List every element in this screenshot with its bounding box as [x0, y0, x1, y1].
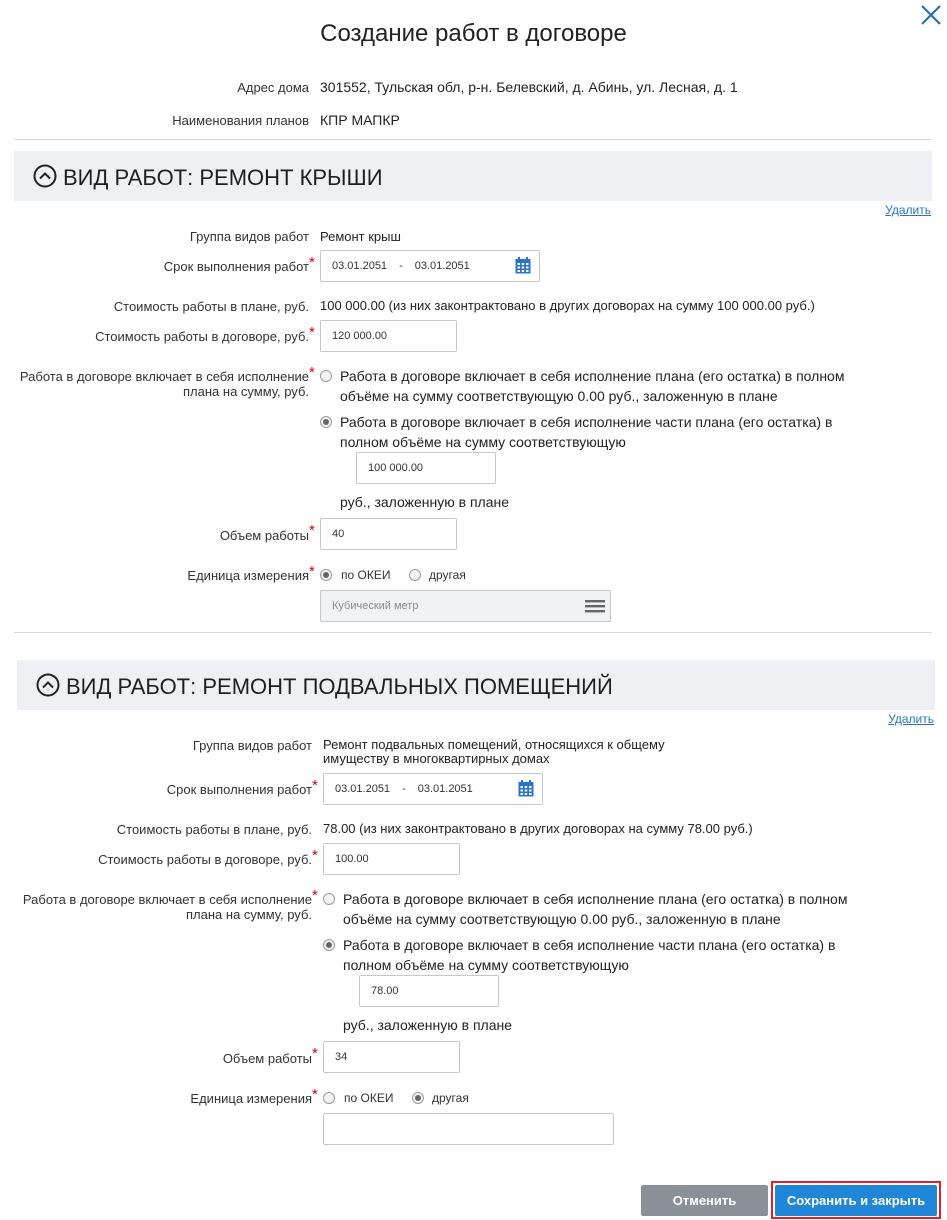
- period-input[interactable]: [320, 250, 540, 282]
- calendar-icon[interactable]: [515, 257, 531, 279]
- unit-okei-label: по ОКЕИ: [341, 568, 391, 582]
- chevron-up-icon[interactable]: [33, 164, 57, 188]
- radio-unit-okei[interactable]: [320, 569, 332, 581]
- volume-input[interactable]: 40: [320, 518, 457, 550]
- date-to: 03.01.2051: [414, 260, 470, 272]
- required-mark: *: [309, 364, 315, 381]
- required-mark: *: [312, 847, 318, 864]
- plan-cost-label: Стоимость работы в плане, руб.: [113, 299, 309, 314]
- date-from: 03.01.2051: [335, 783, 391, 795]
- group-label: Группа видов работ: [192, 738, 312, 753]
- address-label: Адрес дома: [237, 80, 309, 95]
- required-mark: *: [309, 563, 315, 580]
- radio-unit-other[interactable]: [409, 569, 421, 581]
- option-part-line1: Работа в договоре включает в себя исполнение части плана (его остатка) в: [343, 937, 836, 953]
- calendar-icon[interactable]: [518, 780, 534, 802]
- option-part-line2: полном объёме на сумму соответствующую: [343, 957, 629, 973]
- contract-cost-label: Стоимость работы в договоре, руб.: [95, 329, 309, 344]
- cancel-button[interactable]: Отменить: [641, 1185, 768, 1216]
- group-value: Ремонт крыш: [320, 229, 401, 244]
- option-part-line2: полном объёме на сумму соответствующую: [340, 434, 626, 450]
- address-value: 301552, Тульская обл, р-н. Белевский, д. Абинь, ул. Лесная, д. 1: [320, 79, 738, 95]
- required-mark: *: [312, 777, 318, 794]
- required-mark: *: [312, 1086, 318, 1103]
- option-full-line1: Работа в договоре включает в себя исполнение плана (его остатка) в полном: [340, 368, 845, 384]
- contract-cost-label: Стоимость работы в договоре, руб.: [98, 852, 312, 867]
- group-value-line2: имуществу в многоквартирных домах: [323, 751, 550, 766]
- section-title: ВИД РАБОТ: РЕМОНТ КРЫШИ: [63, 165, 383, 190]
- required-mark: *: [312, 887, 318, 904]
- unit-other-label: другая: [432, 1091, 469, 1105]
- part-amount-input[interactable]: 100 000.00: [356, 452, 496, 484]
- includes-label-line1: Работа в договоре включает в себя исполнение: [22, 892, 312, 907]
- group-label: Группа видов работ: [189, 229, 309, 244]
- unit-okei-label: по ОКЕИ: [344, 1091, 394, 1105]
- option-part-line1: Работа в договоре включает в себя исполнение части плана (его остатка) в: [340, 414, 833, 430]
- part-amount-input[interactable]: 78.00: [359, 975, 499, 1007]
- plan-cost-label: Стоимость работы в плане, руб.: [116, 822, 312, 837]
- required-mark: *: [309, 522, 315, 539]
- includes-label-line2: плана на сумму, руб.: [183, 384, 309, 399]
- date-to: 03.01.2051: [417, 783, 473, 795]
- menu-icon[interactable]: [585, 598, 605, 619]
- unit-other-input[interactable]: [323, 1113, 614, 1145]
- volume-label: Объем работы: [219, 528, 309, 543]
- plan-cost-value: 100 000.00 (из них законтрактовано в других договорах на сумму 100 000.00 руб.): [320, 298, 815, 313]
- contract-cost-input[interactable]: 100.00: [323, 843, 460, 875]
- period-input[interactable]: [323, 773, 543, 805]
- option-full-line2: объёме на сумму соответствующую 0.00 руб., заложенную в плане: [340, 388, 778, 404]
- divider: [14, 632, 932, 633]
- section-title: ВИД РАБОТ: РЕМОНТ ПОДВАЛЬНЫХ ПОМЕЩЕНИЙ: [66, 674, 613, 699]
- required-mark: *: [309, 254, 315, 271]
- unit-label: Единица измерения: [190, 1091, 312, 1106]
- divider: [14, 139, 932, 140]
- includes-label-line1: Работа в договоре включает в себя исполнение: [19, 369, 309, 384]
- chevron-up-icon[interactable]: [36, 673, 60, 697]
- option-full-line1: Работа в договоре включает в себя исполнение плана (его остатка) в полном: [343, 891, 848, 907]
- save-and-close-button[interactable]: Сохранить и закрыть: [775, 1185, 937, 1216]
- required-mark: *: [309, 324, 315, 341]
- dialog-title: Создание работ в договоре: [320, 20, 627, 47]
- radio-plan-full[interactable]: [320, 370, 332, 382]
- plans-label: Наименования планов: [172, 113, 309, 128]
- radio-plan-full[interactable]: [323, 893, 335, 905]
- unit-other-label: другая: [429, 568, 466, 582]
- delete-link[interactable]: Удалить: [885, 203, 931, 217]
- delete-link[interactable]: Удалить: [888, 712, 934, 726]
- date-from: 03.01.2051: [332, 260, 388, 272]
- radio-plan-part[interactable]: [320, 416, 332, 428]
- required-mark: *: [312, 1045, 318, 1062]
- unit-select-value: Кубический метр: [332, 600, 419, 612]
- date-separator: -: [402, 783, 406, 795]
- contract-cost-input[interactable]: 120 000.00: [320, 320, 457, 352]
- radio-unit-okei[interactable]: [323, 1092, 335, 1104]
- plans-value: КПР МАПКР: [320, 112, 400, 128]
- date-separator: -: [399, 260, 403, 272]
- part-suffix: руб., заложенную в плане: [343, 1017, 513, 1033]
- period-label: Срок выполнения работ: [166, 782, 312, 797]
- includes-label-line2: плана на сумму, руб.: [186, 907, 312, 922]
- unit-label: Единица измерения: [187, 568, 309, 583]
- period-label: Срок выполнения работ: [163, 259, 309, 274]
- volume-input[interactable]: 34: [323, 1041, 460, 1073]
- close-icon[interactable]: [918, 2, 944, 28]
- radio-plan-part[interactable]: [323, 939, 335, 951]
- volume-label: Объем работы: [222, 1051, 312, 1066]
- plan-cost-value: 78.00 (из них законтрактовано в других договорах на сумму 78.00 руб.): [323, 821, 753, 836]
- radio-unit-other[interactable]: [412, 1092, 424, 1104]
- group-value-line1: Ремонт подвальных помещений, относящихся к общему: [323, 737, 665, 752]
- option-full-line2: объёме на сумму соответствующую 0.00 руб., заложенную в плане: [343, 911, 781, 927]
- part-suffix: руб., заложенную в плане: [340, 494, 510, 510]
- unit-select[interactable]: [320, 590, 611, 622]
